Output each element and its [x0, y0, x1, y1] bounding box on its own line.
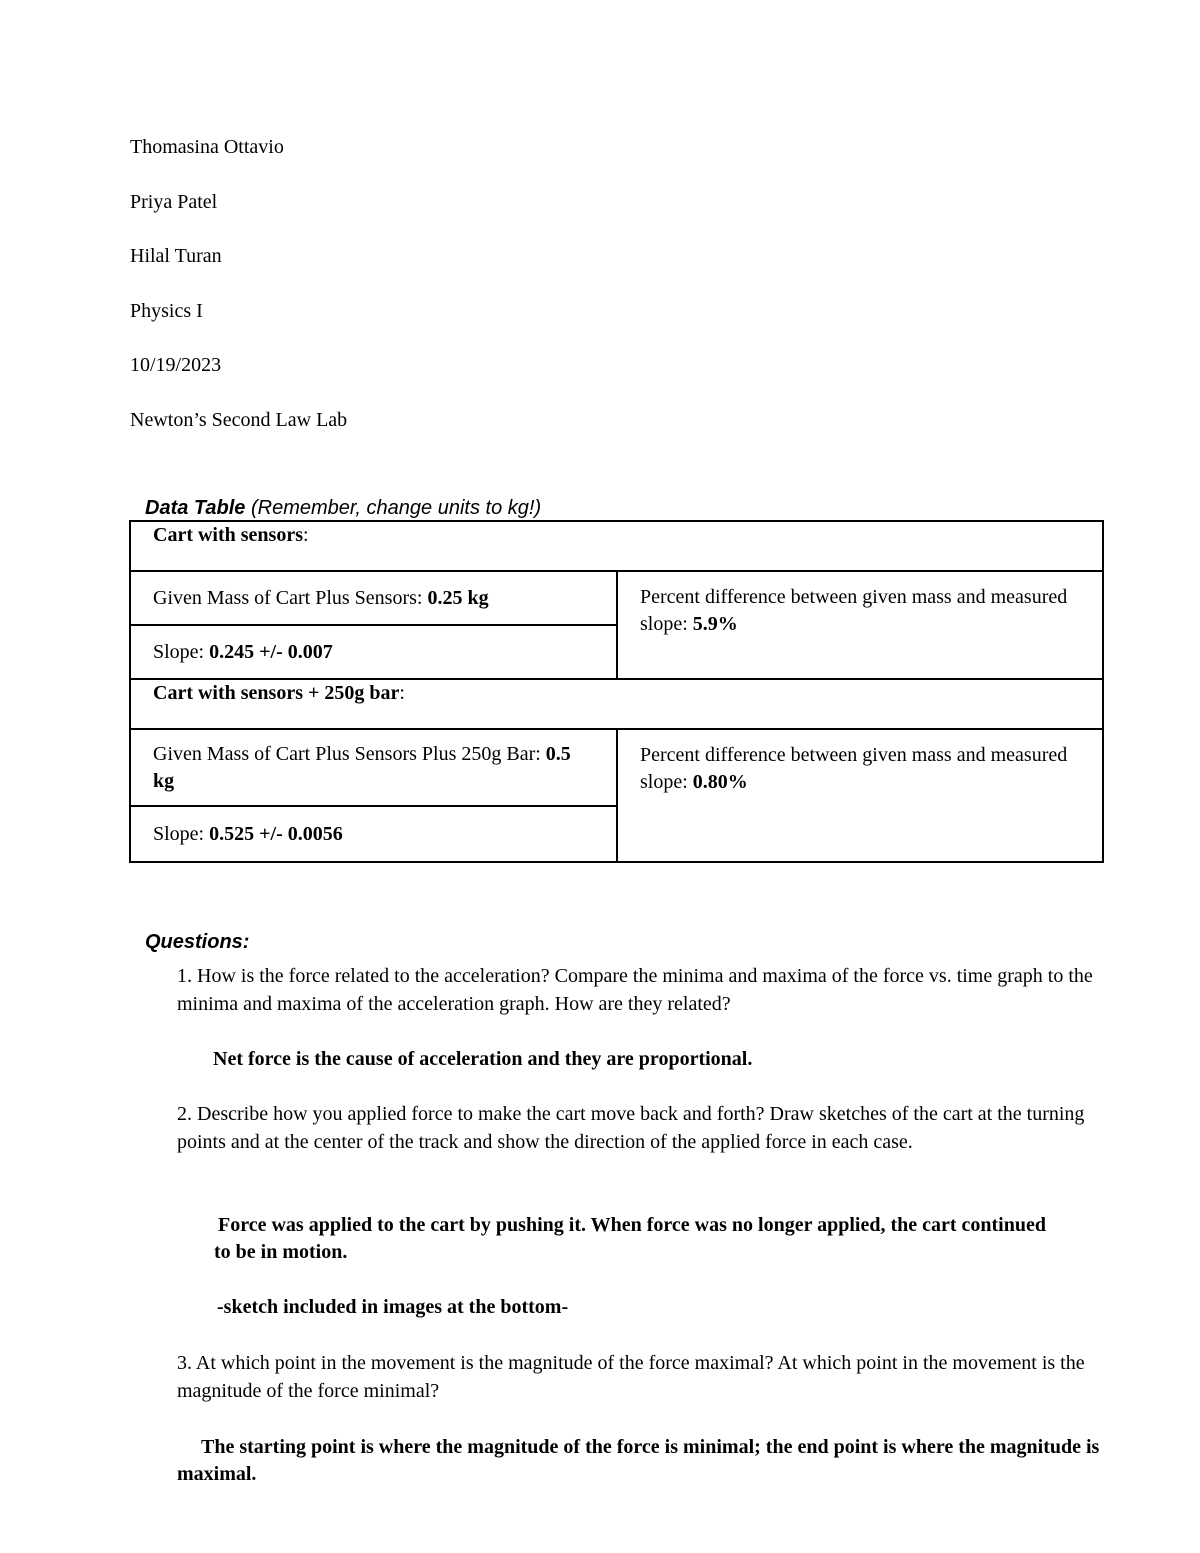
section2-slope-value: 0.525 +/- 0.0056	[209, 822, 343, 845]
section2-percent-value: 0.80%	[692, 771, 748, 793]
section1-percent-value: 5.9%	[692, 613, 738, 635]
question-1: 1. How is the force related to the acceleration? Compare the minima and maxima of the force vs. time graph to the minima and maxima of the acceleration graph. How are they related?	[177, 965, 1093, 1015]
section1-percent-cell	[617, 571, 1103, 679]
section2-slope-cell	[130, 806, 617, 862]
date: 10/19/2023	[130, 354, 222, 376]
section1-percent-label: Percent difference between given mass and measured slope:	[640, 586, 1068, 635]
data-table-title-bold: Data Table	[145, 497, 246, 519]
section1-given-mass-cell	[130, 571, 617, 625]
section1-heading-suffix: :	[303, 524, 309, 546]
answer-1: Net force is the cause of acceleration and they are proportional.	[213, 1048, 753, 1070]
course-name: Physics I	[130, 300, 203, 322]
section2-percent-cell	[617, 729, 1103, 862]
table-row	[130, 679, 1103, 729]
section2-slope-label: Slope:	[153, 822, 210, 845]
data-table	[129, 520, 1104, 863]
question-2: 2. Describe how you applied force to make the cart move back and forth? Draw sketches of the cart at the turning points and at the center of the track and show the direction of the applied force in each case.	[177, 1103, 1085, 1153]
section1-given-mass-label: Given Mass of Cart Plus Sensors:	[153, 586, 428, 609]
section2-heading-suffix: :	[399, 682, 405, 704]
section2-given-mass-label: Given Mass of Cart Plus Sensors Plus 250g Bar:	[153, 742, 546, 765]
section2-percent-label: Percent difference between given mass and measured slope:	[640, 744, 1068, 793]
table-row	[130, 571, 1103, 625]
answer-2: Force was applied to the cart by pushing it. When force was no longer applied, the cart continued to be in motion.	[214, 1214, 1046, 1263]
answer-3: The starting point is where the magnitude of the force is minimal; the end point is where the magnitude is maximal.	[177, 1436, 1100, 1485]
author-name-3: Hilal Turan	[130, 245, 222, 267]
data-table-title-note: (Remember, change units to kg!)	[245, 497, 542, 519]
section1-given-mass-value: 0.25 kg	[427, 586, 489, 609]
answer-2-note: -sketch included in images at the bottom-	[217, 1296, 569, 1318]
table-row	[130, 521, 1103, 571]
section2-heading-cell	[130, 679, 1103, 729]
data-table-title	[145, 496, 541, 520]
author-name-1: Thomasina Ottavio	[130, 136, 284, 158]
section1-slope-cell	[130, 625, 617, 679]
questions-title: Questions:	[145, 931, 250, 953]
section1-slope-label: Slope:	[153, 640, 210, 663]
section2-heading: Cart with sensors + 250g bar	[153, 682, 400, 704]
lab-title: Newton’s Second Law Lab	[130, 409, 348, 431]
section1-heading: Cart with sensors	[153, 524, 303, 546]
section2-given-mass-cell	[130, 729, 617, 806]
section2-given-mass-value: 0.5 kg	[153, 742, 571, 792]
author-name-2: Priya Patel	[130, 191, 218, 213]
question-3: 3. At which point in the movement is the magnitude of the force maximal? At which point in the movement is the magnitude of the force minimal?	[177, 1352, 1085, 1402]
section1-heading-cell	[130, 521, 1103, 571]
table-row	[130, 729, 1103, 806]
section1-slope-value: 0.245 +/- 0.007	[209, 640, 333, 663]
